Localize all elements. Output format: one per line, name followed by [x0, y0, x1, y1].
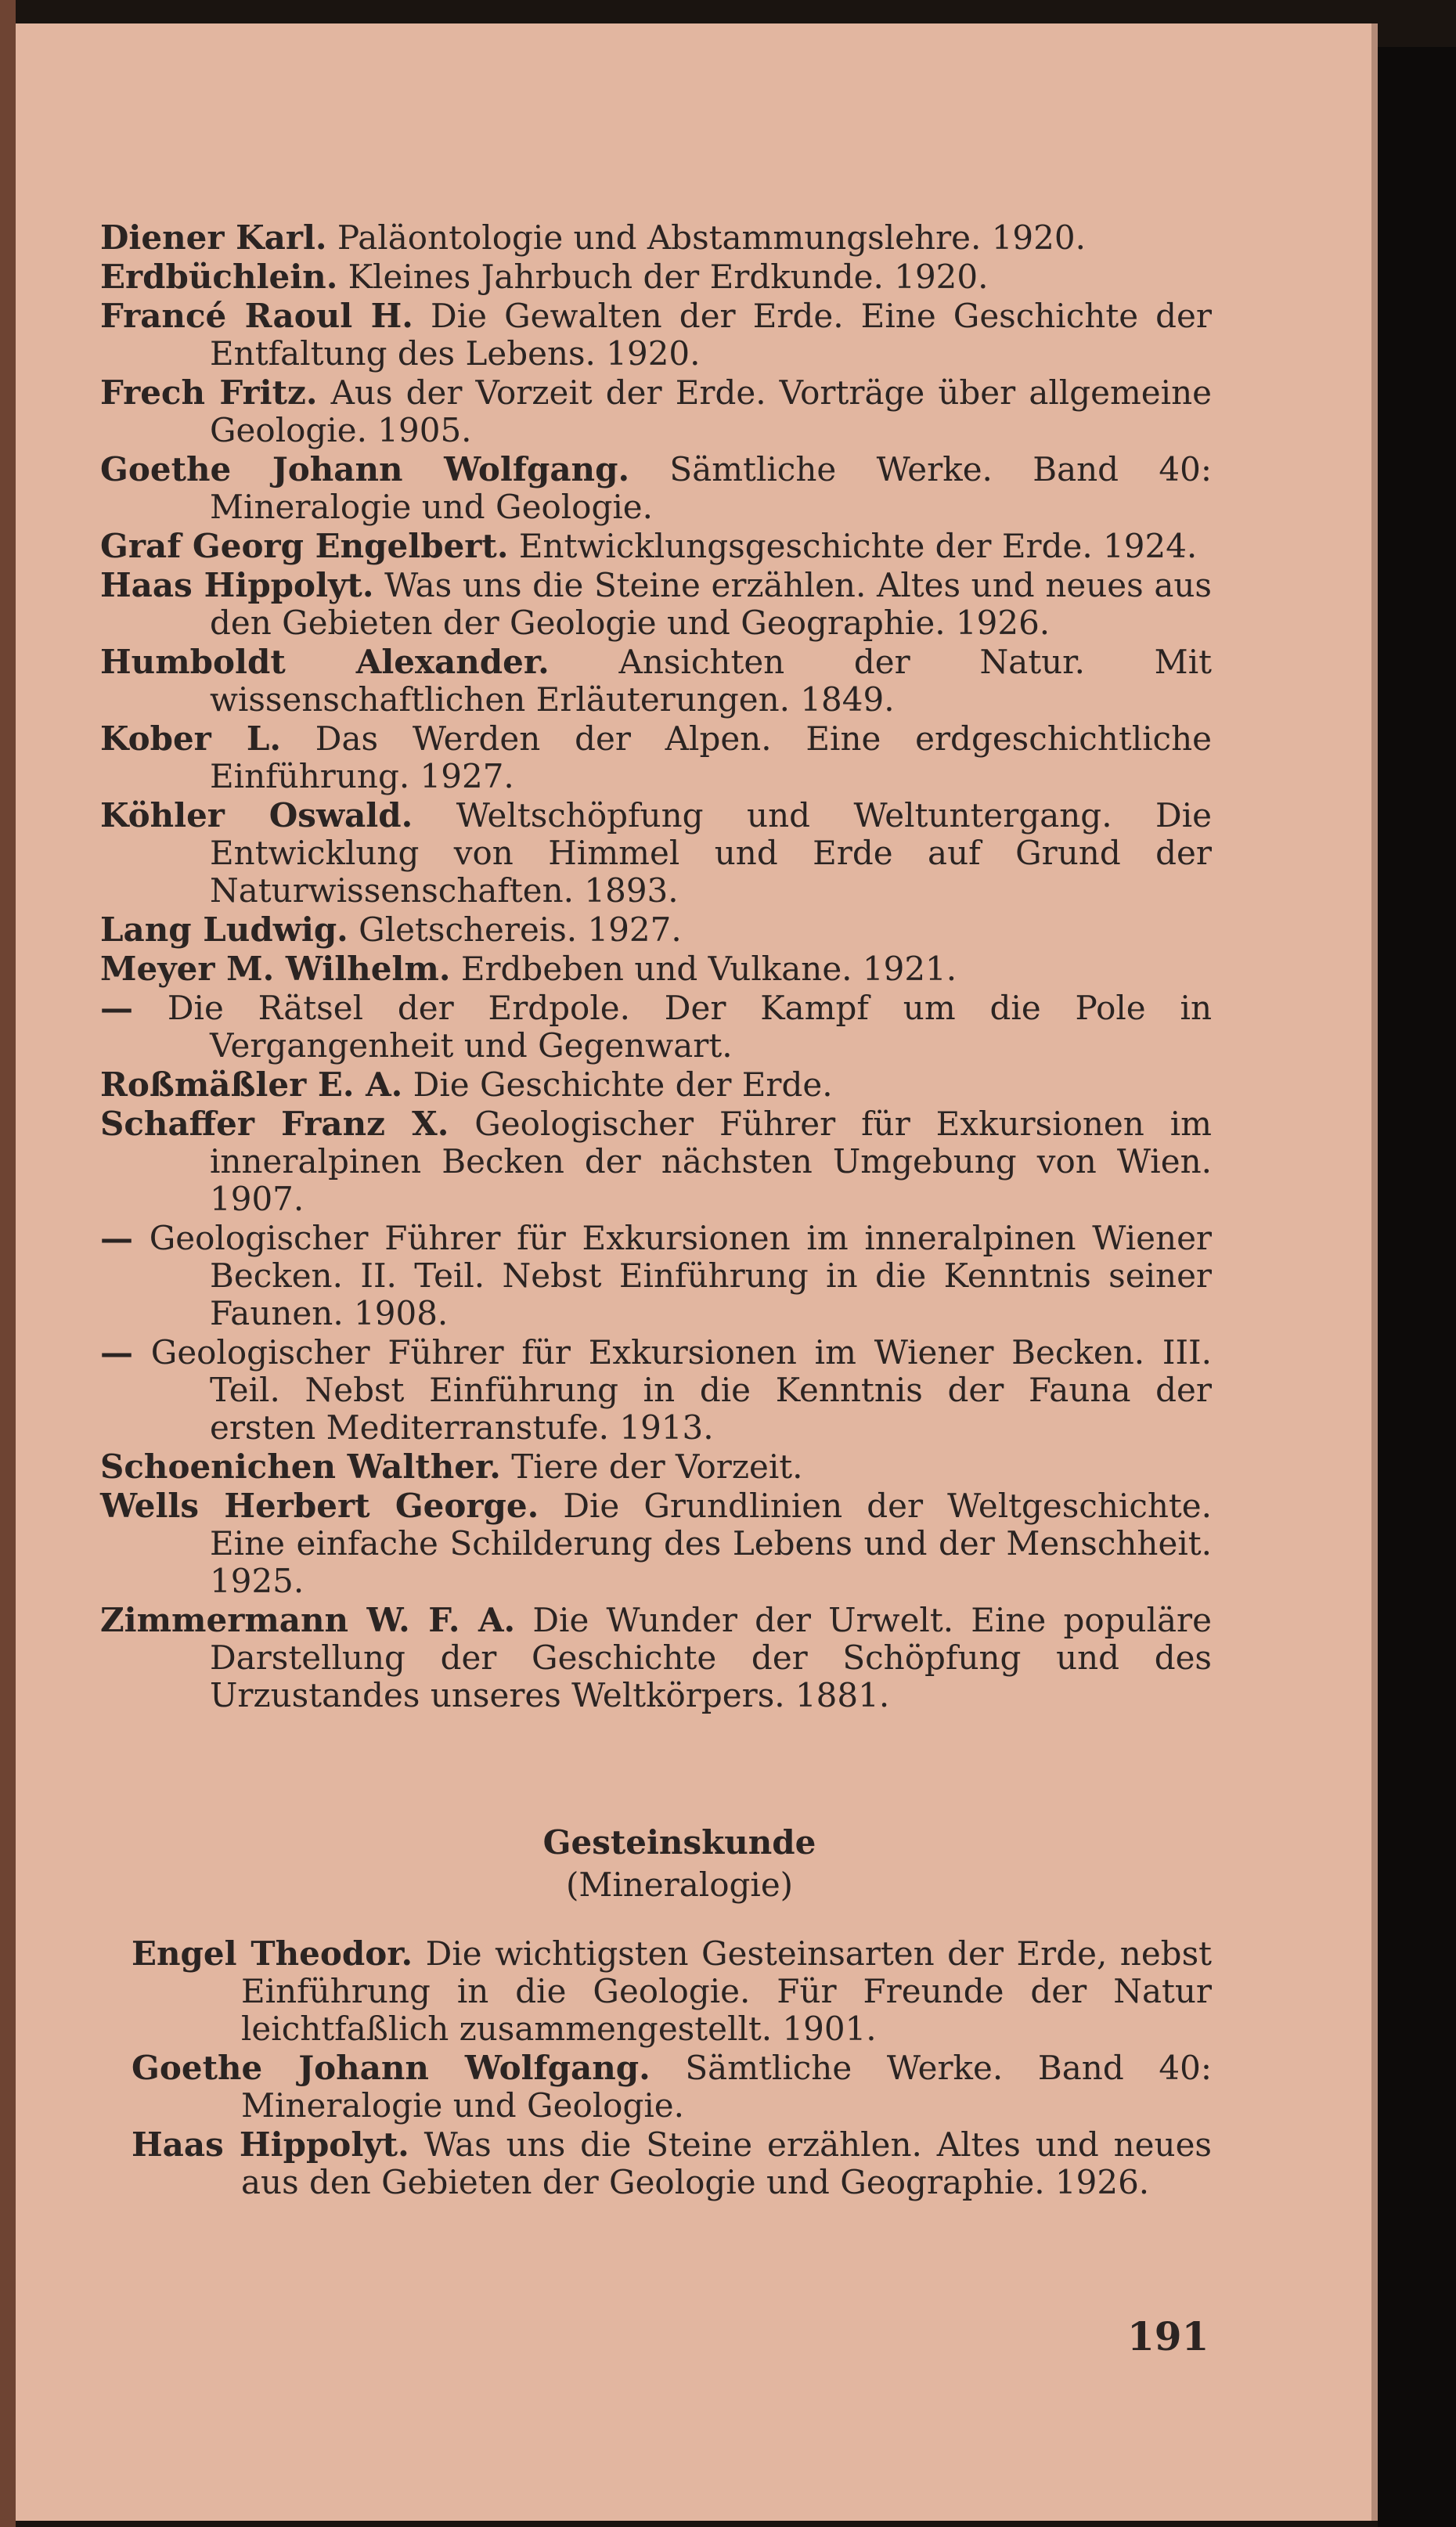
entry-author: Roßmäßler E. A.: [100, 1065, 403, 1104]
entry-text: Geologischer Führer für Exkursionen im Wiener Becken. III. Teil. Nebst Einführung in die Kenntnis der Fauna der ersten Mediterranstufe. 1913.: [150, 1333, 1212, 1447]
entry-text: Gletschereis. 1927.: [359, 910, 682, 949]
entry-author: Graf Georg Engelbert.: [100, 527, 509, 565]
entry-author: Erdbüchlein.: [100, 258, 338, 296]
entry-text: Die Rätsel der Erdpole. Der Kampf um die Pole in Vergangenheit und Gegenwart.: [167, 989, 1212, 1065]
background-edge: [1378, 47, 1456, 2527]
entry-text: Die Grundlinien der Weltgeschichte. Eine einfache Schilderung des Lebens und der Menschheit. 1925.: [210, 1487, 1212, 1600]
entry-author: Meyer M. Wilhelm.: [100, 950, 451, 988]
bibliography-entry: [100, 374, 1212, 449]
bibliography-entry: [100, 297, 1212, 373]
entry-text: Was uns die Steine erzählen. Altes und neues aus den Gebieten der Geologie und Geographie. 1926.: [210, 566, 1212, 642]
entry-text: Weltschöpfung und Weltuntergang. Die Entwicklung von Himmel und Erde auf Grund der Naturwissenschaften. 1893.: [210, 796, 1213, 910]
section-heading: Gesteinskunde: [542, 1823, 816, 1862]
entry-text: Ansichten der Natur. Mit wissenschaftlichen Erläuterungen. 1849.: [210, 643, 1212, 719]
bibliography-section-2: [100, 1824, 1212, 2201]
bibliography-entry: [116, 1935, 1212, 2048]
book-spine: [0, 0, 16, 2527]
bibliography-entry: [100, 720, 1212, 795]
entry-author: —: [100, 1219, 133, 1257]
entry-author: Köhler Oswald.: [100, 796, 413, 835]
entry-text: Was uns die Steine erzählen. Altes und neues aus den Gebieten der Geologie und Geographie. 1926.: [241, 2125, 1212, 2201]
page-number: 191: [1127, 2313, 1209, 2359]
bibliography-entry: [100, 643, 1212, 719]
bibliography-entry: [100, 1334, 1212, 1447]
bibliography-entry: [100, 1220, 1212, 1332]
bibliography-entry: [100, 1487, 1212, 1600]
entry-text: Die Gewalten der Erde. Eine Geschichte der Entfaltung des Lebens. 1920.: [210, 297, 1212, 373]
entry-author: —: [100, 989, 133, 1027]
bibliography-entry: [100, 911, 1212, 949]
bibliography-entry: [100, 1602, 1212, 1714]
bibliography-entry: [100, 567, 1212, 642]
entry-text: Aus der Vorzeit der Erde. Vorträge über allgemeine Geologie. 1905.: [210, 373, 1212, 449]
entry-text: Paläontologie und Abstammungslehre. 1920.: [337, 218, 1086, 257]
entry-author: Wells Herbert George.: [100, 1487, 539, 1525]
entry-text: Sämtliche Werke. Band 40: Mineralogie und Geologie.: [210, 450, 1212, 526]
entry-author: Humboldt Alexander.: [100, 643, 550, 681]
entry-author: Haas Hippolyt.: [100, 566, 374, 604]
entry-text: Geologischer Führer für Exkursionen im inneralpinen Wiener Becken. II. Teil. Nebst Einführung in die Kenntnis seiner Faunen. 1908.: [149, 1219, 1212, 1332]
entry-author: —: [100, 1333, 133, 1372]
bibliography-entry: [116, 2049, 1212, 2125]
bibliography-entry: [116, 2126, 1212, 2201]
bibliography-content: [100, 219, 1212, 2203]
entry-text: Die Geschichte der Erde.: [413, 1065, 833, 1104]
bibliography-entry: [100, 990, 1212, 1065]
bibliography-entry: [100, 1105, 1212, 1218]
entry-text: Tiere der Vorzeit.: [511, 1447, 803, 1486]
bibliography-entry: [100, 258, 1212, 296]
bibliography-list-2: [100, 1935, 1212, 2201]
entry-author: Schaffer Franz X.: [100, 1105, 449, 1143]
entry-author: Diener Karl.: [100, 218, 327, 257]
bibliography-entry: [100, 219, 1212, 257]
entry-text: Die Wunder der Urwelt. Eine populäre Darstellung der Geschichte der Schöpfung und des Urzustandes unseres Weltkörpers. 1881.: [210, 1601, 1212, 1714]
entry-author: Engel Theodor.: [132, 1934, 413, 1973]
bibliography-entry: [100, 950, 1212, 988]
entry-author: Goethe Johann Wolfgang.: [132, 2049, 651, 2087]
bibliography-entry: [100, 528, 1212, 565]
entry-text: Entwicklungsgeschichte der Erde. 1924.: [518, 527, 1198, 565]
bibliography-entry: [100, 1066, 1212, 1104]
entry-author: Schoenichen Walther.: [100, 1447, 501, 1486]
entry-author: Kober L.: [100, 719, 282, 758]
entry-author: Zimmermann W. F. A.: [100, 1601, 516, 1639]
entry-text: Kleines Jahrbuch der Erdkunde. 1920.: [348, 258, 989, 296]
book-page: [16, 23, 1378, 2521]
entry-author: Goethe Johann Wolfgang.: [100, 450, 630, 488]
bibliography-entry: [100, 797, 1212, 910]
entry-author: Frech Fritz.: [100, 373, 318, 412]
entry-text: Sämtliche Werke. Band 40: Mineralogie und Geologie.: [241, 2049, 1212, 2125]
entry-text: Die wichtigsten Gesteinsarten der Erde, nebst Einführung in die Geologie. Für Freunde der Natur leichtfaßlich zusammengestellt. 1901.: [241, 1934, 1213, 2048]
entry-author: Francé Raoul H.: [100, 297, 413, 335]
entry-text: Das Werden der Alpen. Eine erdgeschichtliche Einführung. 1927.: [210, 719, 1212, 795]
bibliography-entry: [100, 1448, 1212, 1486]
entry-text: Erdbeben und Vulkane. 1921.: [460, 950, 957, 988]
entry-author: Haas Hippolyt.: [132, 2125, 409, 2164]
entry-author: Lang Ludwig.: [100, 910, 348, 949]
section-subheading: (Mineralogie): [565, 1866, 794, 1904]
bibliography-section-1: [100, 219, 1212, 1714]
bibliography-entry: [100, 451, 1212, 526]
entry-text: Geologischer Führer für Exkursionen im inneralpinen Becken der nächsten Umgebung von Wien. 1907.: [210, 1105, 1212, 1218]
